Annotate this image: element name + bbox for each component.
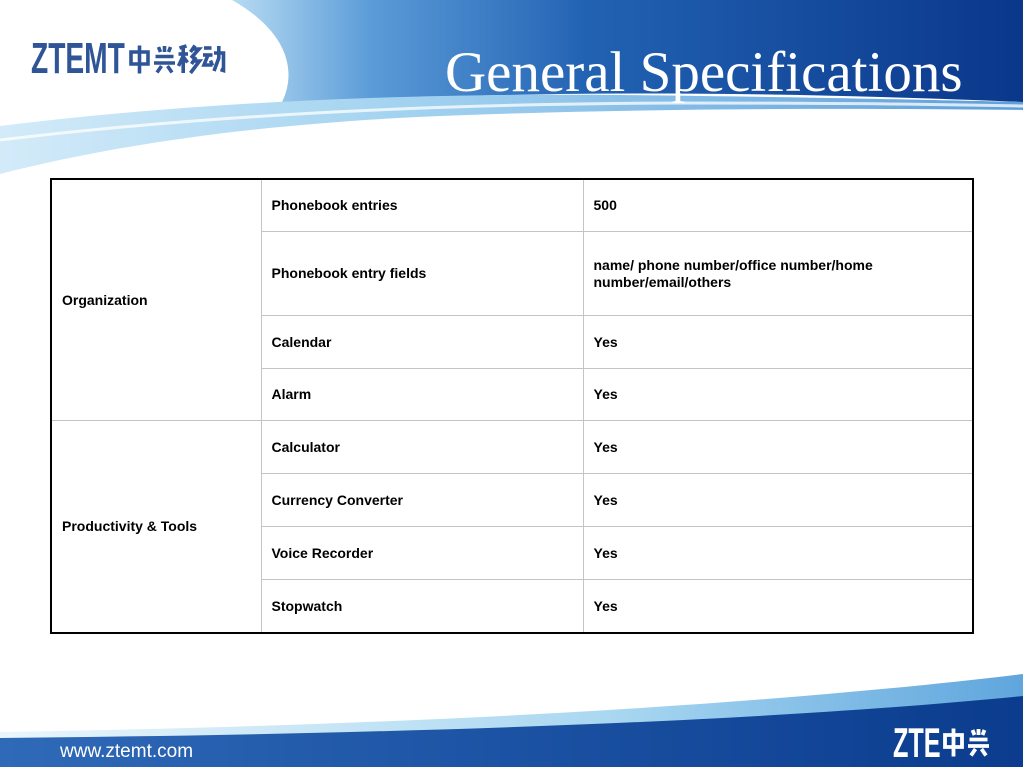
slide-title: General Specifications xyxy=(445,41,963,104)
value-label: Yes xyxy=(593,438,618,455)
value-label: Yes xyxy=(593,333,618,350)
category-label: Organization xyxy=(62,291,148,308)
footer-website-url: www.ztemt.com xyxy=(60,741,194,762)
feature-label: Calendar xyxy=(271,333,332,350)
feature-cell xyxy=(261,421,583,474)
value-label: Yes xyxy=(593,386,618,402)
value-label: 500 xyxy=(593,197,617,213)
feature-cell xyxy=(261,580,583,634)
value-cell xyxy=(583,474,973,527)
feature-label: Phonebook entry fields xyxy=(271,265,427,281)
category-cell xyxy=(51,421,261,634)
feature-label: Stopwatch xyxy=(271,597,343,614)
feature-cell xyxy=(261,527,583,580)
value-cell xyxy=(583,179,973,232)
feature-cell xyxy=(261,179,583,232)
value-cell xyxy=(583,580,973,634)
value-cell xyxy=(583,527,973,580)
table-row xyxy=(51,179,973,232)
category-label: Productivity & Tools xyxy=(62,518,198,534)
feature-label: Voice Recorder xyxy=(271,544,374,561)
value-cell xyxy=(583,421,973,474)
value-cell xyxy=(583,316,973,369)
ztemt-chinese-logo-mark xyxy=(128,44,226,75)
value-label: Yes xyxy=(593,597,618,614)
value-label: Yes xyxy=(593,491,618,508)
value-cell xyxy=(583,369,973,421)
feature-label: Calculator xyxy=(271,438,340,455)
feature-label: Currency Converter xyxy=(271,491,403,508)
value-label: Yes xyxy=(593,544,618,561)
feature-label: Phonebook entries xyxy=(271,197,398,213)
feature-label: Alarm xyxy=(271,386,312,402)
zte-chinese-logo-mark xyxy=(942,727,991,758)
ztemt-logo-latin-text: ZTEMT xyxy=(31,34,125,83)
zte-logo-latin-text: ZTE xyxy=(893,719,941,766)
feature-cell xyxy=(261,369,583,421)
category-cell xyxy=(51,179,261,421)
feature-cell xyxy=(261,232,583,316)
feature-cell xyxy=(261,316,583,369)
feature-cell xyxy=(261,474,583,527)
table-row xyxy=(51,421,973,474)
value-cell xyxy=(583,232,973,316)
specifications-table xyxy=(50,178,974,634)
value-label: name/ phone number/office number/home number/email/others xyxy=(593,256,873,290)
